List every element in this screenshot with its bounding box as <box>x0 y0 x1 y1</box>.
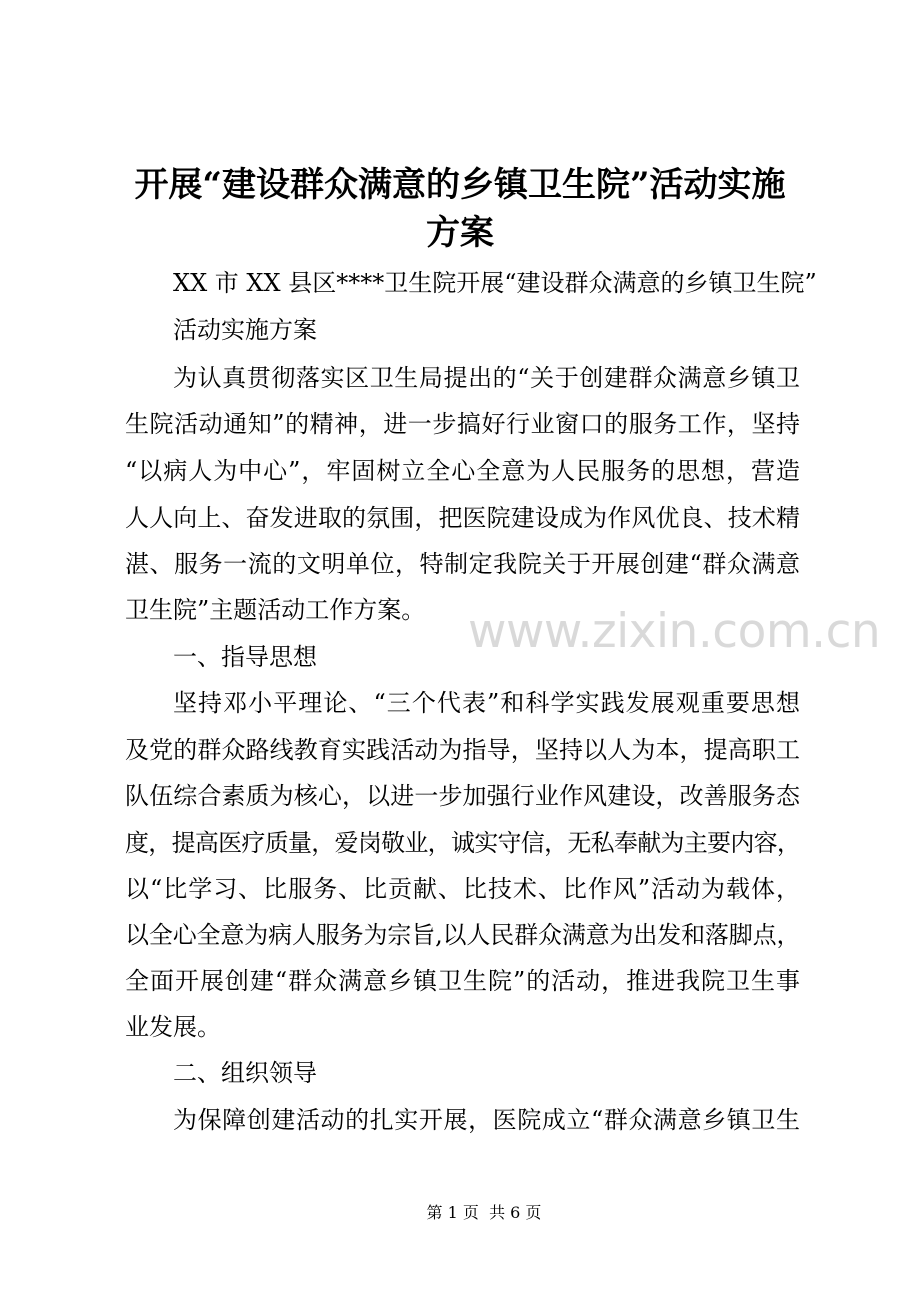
subtitle-line: 活动实施方案 <box>173 316 317 344</box>
text-line: 为保障创建活动的扎实开展，医院成立“群众满意乡镇卫生 <box>173 1106 800 1134</box>
text-line: 队伍综合素质为核心，以进一步加强行业作风建设，改善服务态 <box>125 782 800 810</box>
section-heading: 二、组织领导 <box>173 1059 317 1087</box>
text-line: 以全心全意为病人服务为宗旨,以人民群众满意为出发和落脚点， <box>125 921 800 949</box>
document-title-line: 方案 <box>426 213 494 253</box>
text-line: 湛、服务一流的文明单位，特制定我院关于开展创建“群众满意 <box>125 550 800 578</box>
page-number-footer: 第 1 页 共 6 页 <box>426 1203 542 1222</box>
text-line: 业发展。 <box>125 1013 221 1041</box>
text-line: 以“比学习、比服务、比贡献、比技术、比作风”活动为载体， <box>125 875 800 903</box>
text-line: 坚持邓小平理论、“三个代表”和科学实践发展观重要思想 <box>173 689 800 717</box>
text-line: 人人向上、奋发进取的氛围，把医院建设成为作风优良、技术精 <box>125 504 800 532</box>
text-line: 度，提高医疗质量，爱岗敬业，诚实守信，无私奉献为主要内容， <box>125 829 800 857</box>
document-title-line: 开展“建设群众满意的乡镇卫生院”活动实施 <box>134 165 786 205</box>
subtitle-line: XX 市 XX 县区****卫生院开展“建设群众满意的乡镇卫生院” <box>173 269 817 297</box>
text-line: 及党的群众路线教育实践活动为指导，坚持以人为本，提高职工 <box>125 736 800 764</box>
text-line: 卫生院”主题活动工作方案。 <box>125 596 426 624</box>
section-heading: 一、指导思想 <box>173 643 317 671</box>
text-line: 为认真贯彻落实区卫生局提出的“关于创建群众满意乡镇卫 <box>173 364 800 392</box>
text-line: “以病人为中心”，牢固树立全心全意为人民服务的思想，营造 <box>125 457 800 485</box>
text-line: 全面开展创建“群众满意乡镇卫生院”的活动，推进我院卫生事 <box>125 967 800 995</box>
text-line: 生院活动通知”的精神，进一步搞好行业窗口的服务工作，坚持 <box>125 410 800 438</box>
watermark: www.zixin.com.cn <box>468 604 881 659</box>
